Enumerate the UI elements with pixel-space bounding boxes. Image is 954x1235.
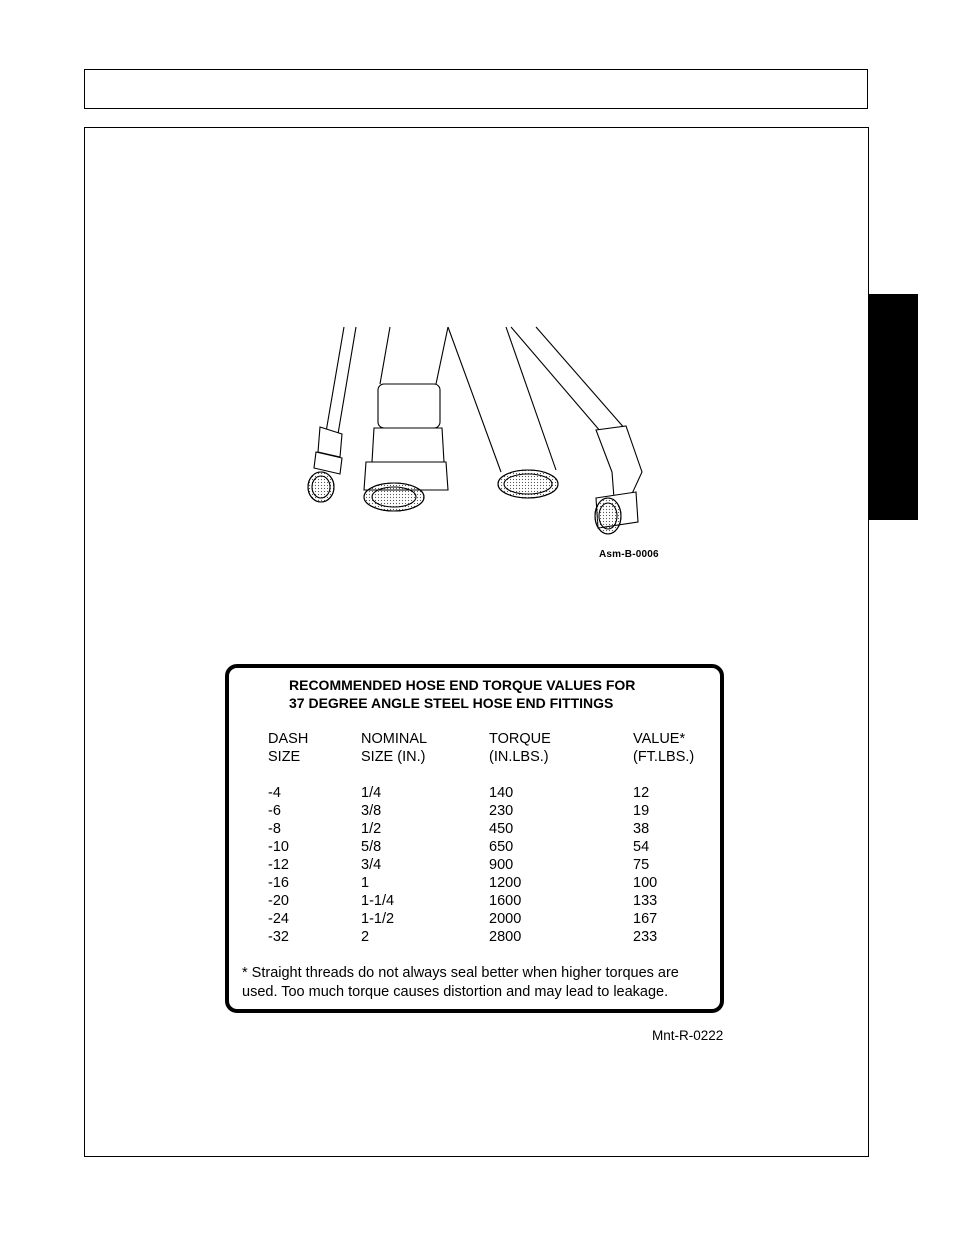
header-dash-2: SIZE bbox=[268, 749, 301, 765]
table-cell-torque-ft: 167 bbox=[633, 911, 658, 927]
table-cell-torque-in: 1200 bbox=[489, 875, 522, 891]
header-dash-1: DASH bbox=[268, 731, 309, 747]
table-cell-torque-ft: 38 bbox=[633, 821, 650, 837]
torque-table-box bbox=[225, 664, 724, 1013]
section-tab bbox=[869, 294, 918, 520]
header-value-1: VALUE* bbox=[633, 731, 686, 747]
table-cell-torque-in: 2000 bbox=[489, 911, 522, 927]
table-title-line-1: RECOMMENDED HOSE END TORQUE VALUES FOR bbox=[289, 677, 636, 693]
table-cell-dash: -20 bbox=[268, 893, 289, 909]
reference-label: Mnt-R-0222 bbox=[652, 1028, 724, 1043]
table-cell-dash: -8 bbox=[268, 821, 281, 837]
table-cell-nominal: 1-1/4 bbox=[361, 893, 395, 909]
table-cell-torque-ft: 54 bbox=[633, 839, 650, 855]
table-cell-torque-ft: 133 bbox=[633, 893, 658, 909]
table-cell-dash: -4 bbox=[268, 785, 281, 801]
table-cell-dash: -16 bbox=[268, 875, 289, 891]
table-cell-nominal: 1/4 bbox=[361, 785, 382, 801]
table-cell-nominal: 5/8 bbox=[361, 839, 382, 855]
header-nominal-2: SIZE (IN.) bbox=[361, 749, 426, 765]
table-cell-nominal: 1-1/2 bbox=[361, 911, 395, 927]
table-cell-dash: -10 bbox=[268, 839, 289, 855]
table-cell-dash: -6 bbox=[268, 803, 281, 819]
header-nominal-1: NOMINAL bbox=[361, 731, 428, 747]
table-cell-nominal: 1/2 bbox=[361, 821, 382, 837]
footnote-line-1: * Straight threads do not always seal better when higher torques are bbox=[242, 965, 679, 981]
table-cell-torque-in: 900 bbox=[489, 857, 514, 873]
table-cell-nominal: 1 bbox=[361, 875, 370, 891]
table-cell-nominal: 3/4 bbox=[361, 857, 382, 873]
table-cell-nominal: 3/8 bbox=[361, 803, 382, 819]
table-cell-torque-in: 450 bbox=[489, 821, 514, 837]
table-cell-torque-in: 650 bbox=[489, 839, 514, 855]
figure-label: Asm-B-0006 bbox=[599, 549, 659, 560]
header-box bbox=[84, 69, 868, 109]
header-torque-1: TORQUE bbox=[489, 731, 551, 747]
table-cell-torque-ft: 100 bbox=[633, 875, 658, 891]
table-cell-torque-ft: 12 bbox=[633, 785, 650, 801]
header-value-2: (FT.LBS.) bbox=[633, 749, 695, 765]
table-cell-torque-in: 140 bbox=[489, 785, 514, 801]
footnote-line-2: used. Too much torque causes distortion and may lead to leakage. bbox=[242, 984, 669, 1000]
table-cell-torque-in: 2800 bbox=[489, 929, 522, 945]
table-title-line-2: 37 DEGREE ANGLE STEEL HOSE END FITTINGS bbox=[289, 695, 614, 711]
hose-fittings-illustration bbox=[296, 322, 686, 542]
table-cell-nominal: 2 bbox=[361, 929, 370, 945]
table-cell-dash: -24 bbox=[268, 911, 289, 927]
table-cell-torque-ft: 19 bbox=[633, 803, 650, 819]
table-cell-torque-in: 1600 bbox=[489, 893, 522, 909]
table-cell-torque-in: 230 bbox=[489, 803, 514, 819]
table-cell-torque-ft: 75 bbox=[633, 857, 650, 873]
header-torque-2: (IN.LBS.) bbox=[489, 749, 549, 765]
table-cell-dash: -12 bbox=[268, 857, 289, 873]
table-cell-dash: -32 bbox=[268, 929, 289, 945]
table-cell-torque-ft: 233 bbox=[633, 929, 658, 945]
